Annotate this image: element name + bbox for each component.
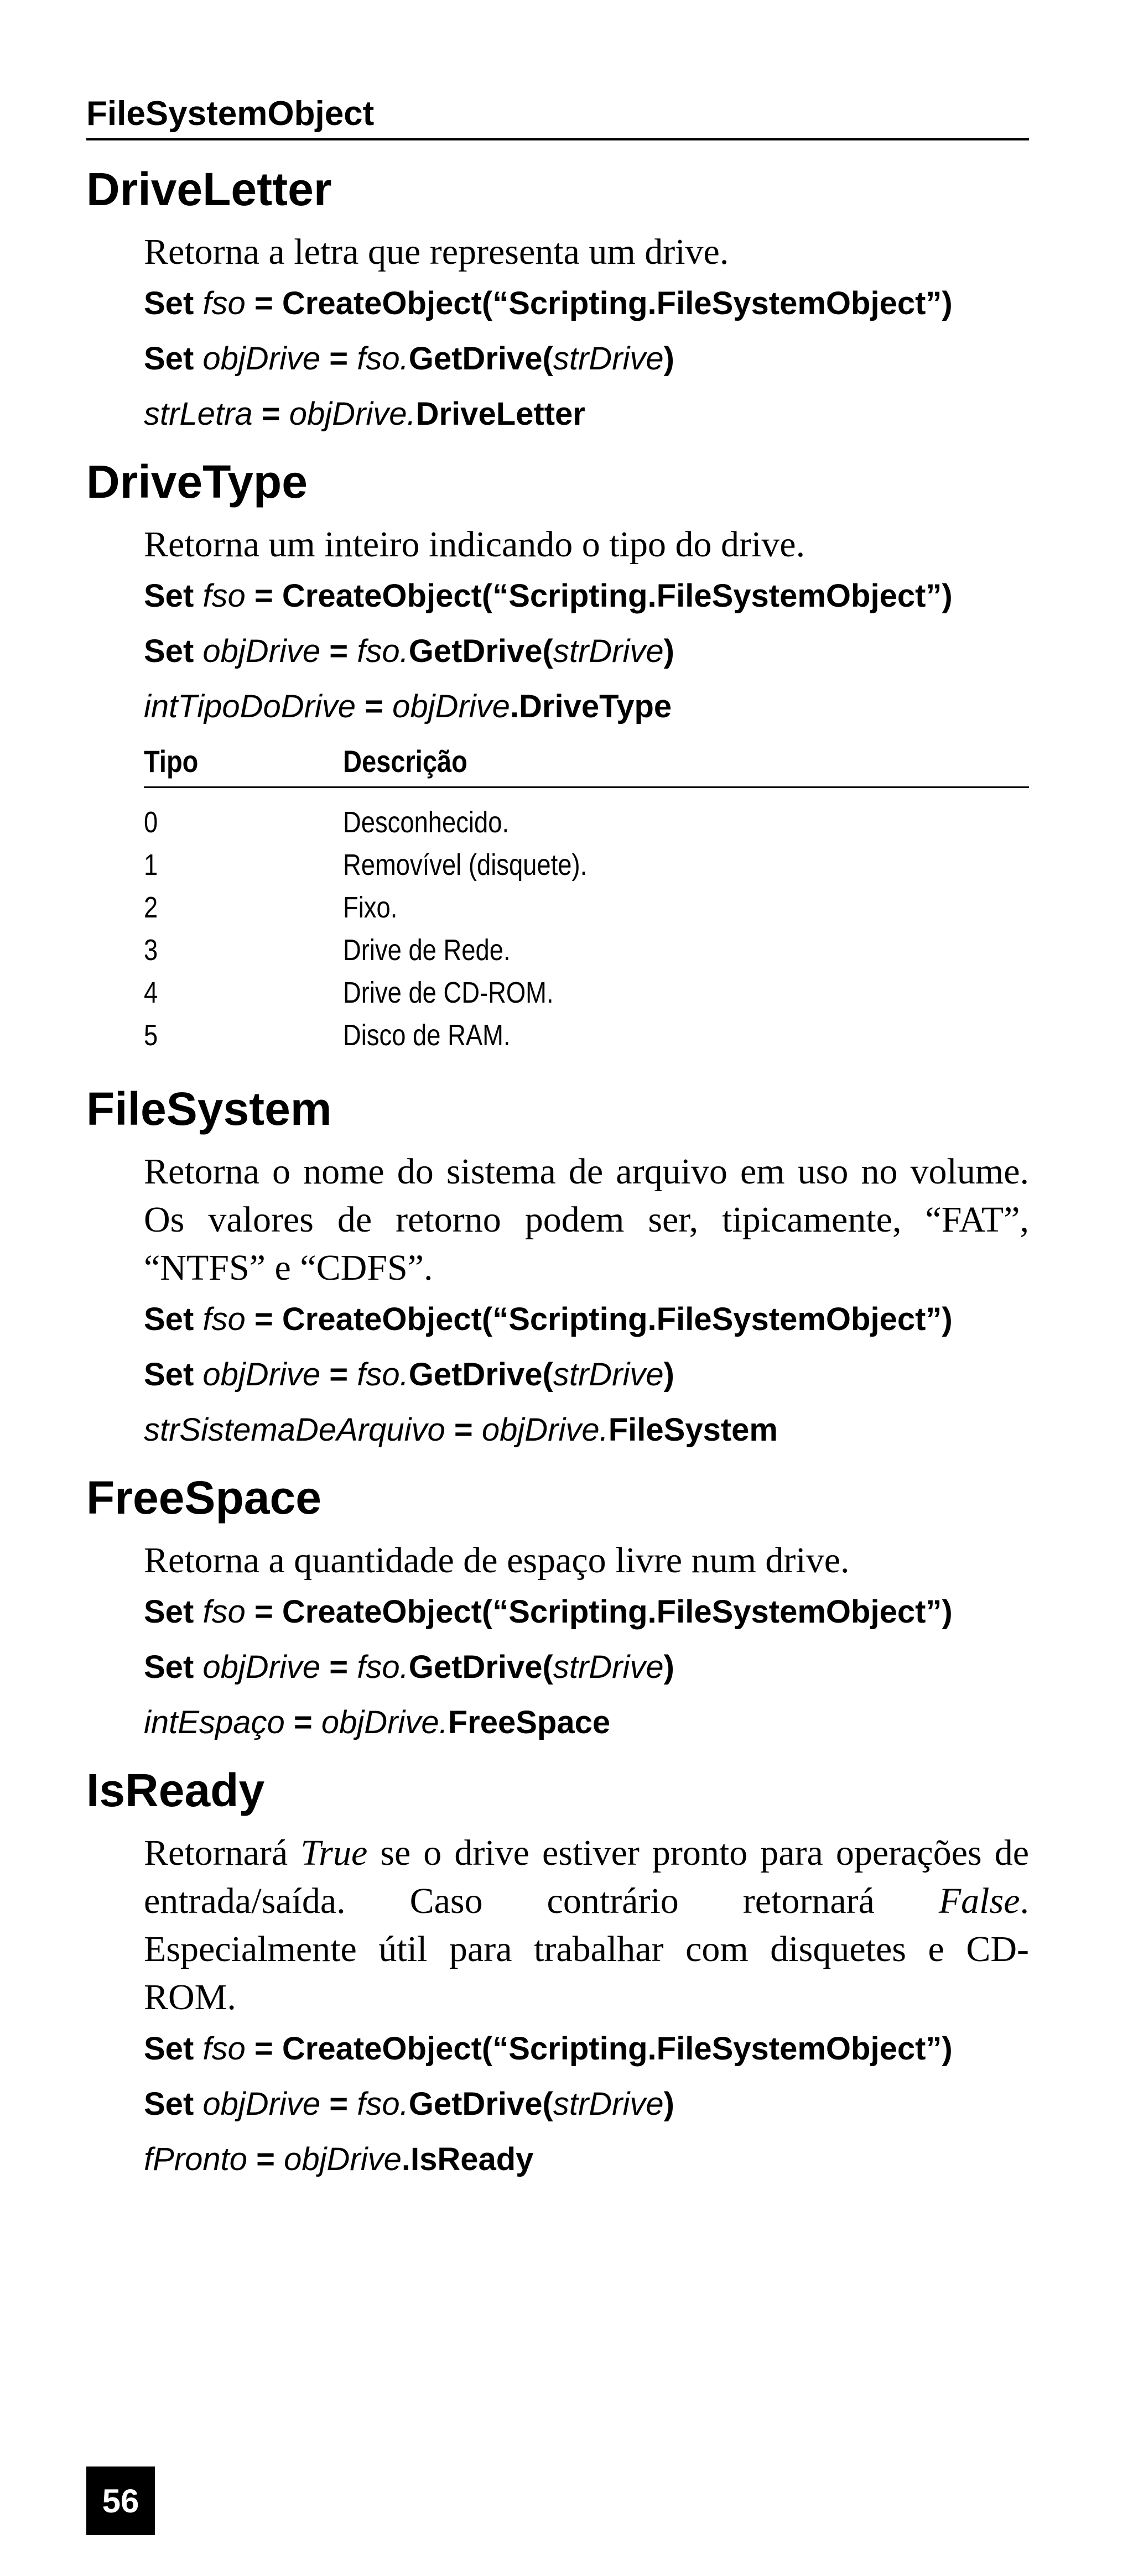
code-line: strSistemaDeArquivo = objDrive.FileSystem (144, 1412, 778, 1448)
section-heading: FileSystem (86, 1083, 332, 1135)
code-line: fPronto = objDrive.IsReady (144, 2141, 534, 2177)
code-line: Set fso = CreateObject(“Scripting.FileSystemObject”) (144, 1301, 953, 1337)
table-row: 4 Drive de CD-ROM. (144, 976, 554, 1009)
page-number: 56 (86, 2467, 155, 2535)
section-description: Retorna a quantidade de espaço livre num drive. (144, 1540, 850, 1581)
section-heading: IsReady (86, 1764, 265, 1816)
section-heading: FreeSpace (86, 1472, 321, 1524)
code-line: intEspaço = objDrive.FreeSpace (144, 1704, 611, 1740)
section-drivetype (86, 454, 1029, 1057)
code-line: strLetra = objDrive.DriveLetter (144, 396, 585, 432)
code-line: Set fso = CreateObject(“Scripting.FileSystemObject”) (144, 578, 953, 614)
code-line: Set objDrive = fso.GetDrive(strDrive) (144, 2086, 674, 2122)
code-line: Set objDrive = fso.GetDrive(strDrive) (144, 341, 674, 377)
code-line: Set objDrive = fso.GetDrive(strDrive) (144, 1357, 674, 1393)
code-line: Set fso = CreateObject(“Scripting.FileSystemObject”) (144, 1594, 953, 1630)
section-heading: DriveType (86, 456, 308, 508)
header-tipo: Tipo (144, 744, 199, 779)
section-driveletter (86, 161, 1029, 442)
running-header: FileSystemObject (86, 93, 1029, 140)
drive-type-table (144, 737, 1029, 1057)
code-line: Set objDrive = fso.GetDrive(strDrive) (144, 1649, 674, 1685)
code-line: Set objDrive = fso.GetDrive(strDrive) (144, 633, 674, 669)
code-line: Set fso = CreateObject(“Scripting.FileSystemObject”) (144, 2031, 953, 2067)
section-heading: DriveLetter (86, 163, 332, 215)
section-description: Retorna um inteiro indicando o tipo do drive. (144, 524, 805, 565)
table-row: 5 Disco de RAM. (144, 1019, 511, 1052)
code-line: intTipoDoDrive = objDrive.DriveType (144, 689, 672, 724)
table-row: 0 Desconhecido. (144, 806, 510, 839)
section-description: Retorna a letra que representa um drive. (144, 232, 729, 272)
table-row: 3 Drive de Rede. (144, 934, 511, 967)
section-description: Retorna o nome do sistema de arquivo em uso no volume. Os valores de retorno podem ser, tipicamente, “FAT”, “NTFS” e “CDFS”. (144, 1151, 1029, 1288)
section-isready (86, 1762, 1029, 2187)
table-row: 1 Removível (disquete). (144, 848, 588, 882)
table-header (144, 737, 1029, 788)
section-freespace (86, 1470, 1029, 1750)
page-content (86, 93, 1029, 2187)
header-descricao: Descrição (343, 744, 467, 779)
section-description: Retornará True se o drive estiver pronto para operações de entrada/saída. Caso contrário retornará False. Especialmente útil para trabalhar com disquetes e CD-ROM. (144, 1833, 1030, 2017)
table-row: 2 Fixo. (144, 891, 398, 924)
code-line: Set fso = CreateObject(“Scripting.FileSystemObject”) (144, 285, 953, 321)
section-filesystem (86, 1081, 1029, 1458)
